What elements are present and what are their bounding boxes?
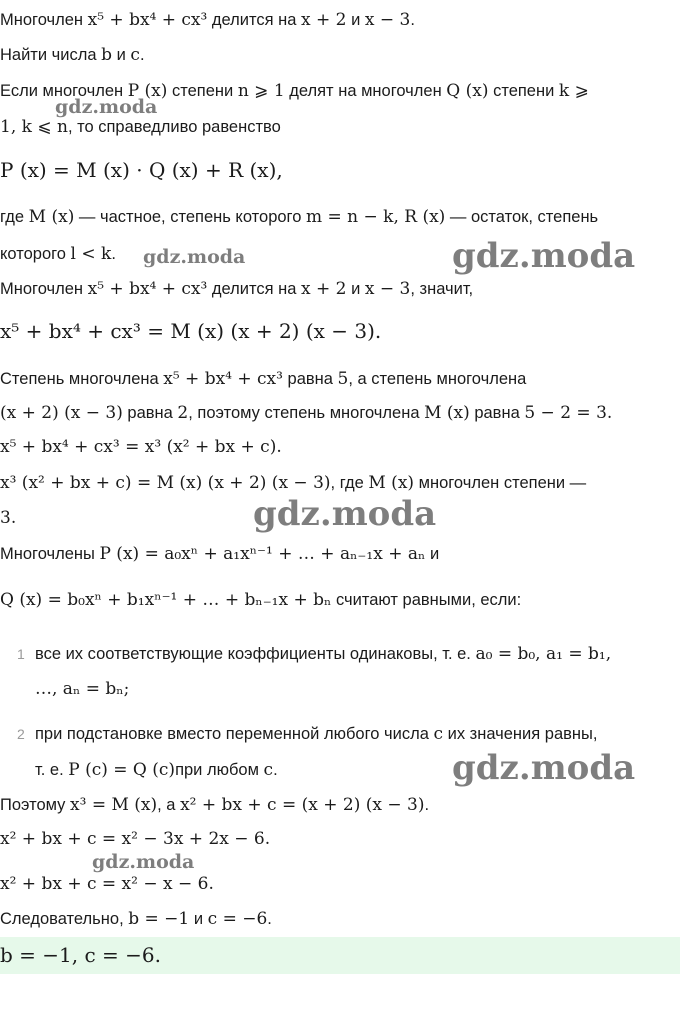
conclusion-equation-1 (0, 828, 680, 850)
formula: c (263, 760, 274, 780)
solution-line-4 (0, 472, 680, 494)
formula: x⁵ + bx⁴ + cx³ (87, 279, 208, 299)
text: , поэтому степень многочлена (188, 404, 425, 422)
answer-text: b = −1, c = −6. (0, 943, 161, 967)
conclusion-line-2 (0, 908, 680, 930)
text: их значения равны, (443, 725, 598, 743)
text: при подстановке вместо переменной любого числа (35, 725, 434, 743)
text: и (112, 46, 131, 64)
equality-definition-line-2 (0, 589, 680, 611)
problem-statement-line-2 (0, 44, 680, 66)
formula: (x + 2) (x − 3) (0, 403, 123, 423)
formula: x³ = M (x) (70, 795, 158, 815)
watermark: gdz.moda (55, 96, 158, 118)
formula: M (x) (368, 473, 415, 493)
text: которого (0, 245, 71, 263)
formula: P (c) = Q (c) (68, 760, 176, 780)
formula: x + 2 (301, 279, 347, 299)
formula: M (x) (28, 207, 75, 227)
formula: b = −1 (128, 909, 190, 929)
formula: Q (x) (446, 81, 489, 101)
text: многочлен степени — (414, 474, 587, 492)
formula: M (x) (424, 403, 470, 423)
text: Многочлены (0, 545, 100, 563)
formula: x − 3 (364, 279, 411, 299)
solution-equation-1 (0, 320, 680, 344)
text: все их соответствующие коэффициенты одинаковы, т. е. (35, 645, 476, 663)
text: — остаток, степень (445, 208, 599, 226)
formula: l < k (70, 244, 112, 264)
text: делится на (207, 11, 302, 29)
formula: P (x) (127, 81, 168, 101)
text: . (410, 11, 415, 29)
text: равна (469, 404, 525, 422)
text: и (346, 11, 365, 29)
watermark: gdz.moda (143, 246, 246, 268)
formula: n ⩾ 1 (237, 81, 285, 101)
text: . (139, 46, 145, 64)
formula: 3. (0, 508, 17, 528)
list-item-1-line-2 (35, 678, 680, 700)
division-identity (0, 159, 680, 183)
solution-line-2 (0, 368, 680, 390)
text: считают равными, если: (331, 591, 522, 609)
formula: x + 2 (301, 10, 347, 30)
text: Многочлен (0, 11, 88, 29)
text: т. е. (35, 761, 69, 779)
formula: …, aₙ = bₙ; (35, 679, 130, 699)
formula: x² + bx + c = x² − x − 6. (0, 874, 214, 894)
text: Степень многочлена (0, 370, 164, 388)
solution-line-1 (0, 278, 680, 300)
text: , а (157, 796, 181, 814)
formula: x² + bx + c = x² − 3x + 2x − 6. (0, 829, 271, 849)
text: и (425, 545, 440, 563)
problem-statement-line-1 (0, 9, 680, 31)
theory-line-2 (0, 116, 680, 138)
text: — частное, степень которого (74, 208, 306, 226)
text: Следовательно, (0, 910, 129, 928)
formula: P (x) = a₀xⁿ + a₁xⁿ⁻¹ + … + aₙ₋₁x + aₙ (99, 544, 426, 564)
solution-equation-2 (0, 436, 680, 458)
text: . (267, 910, 272, 928)
solution-line-3 (0, 402, 680, 424)
list-item-number: 1 (17, 646, 25, 662)
formula: 5 (337, 369, 349, 389)
formula: x² + bx + c = (x + 2) (x − 3) (180, 795, 425, 815)
formula: k ⩾ (558, 81, 589, 101)
text: и (346, 280, 365, 298)
text: . (111, 245, 116, 263)
text: делится на (207, 280, 302, 298)
conclusion-equation-2 (0, 873, 680, 895)
formula: x⁵ + bx⁴ + cx³ (87, 10, 208, 30)
answer-box (0, 937, 680, 974)
formula: x⁵ + bx⁴ + cx³ = M (x) (x + 2) (x − 3). (0, 319, 382, 343)
text: при любом (175, 761, 264, 779)
text: Поэтому (0, 796, 71, 814)
text: . (273, 761, 278, 779)
watermark: gdz.moda (452, 748, 636, 788)
formula: b (101, 45, 113, 65)
text: , значит, (410, 280, 474, 298)
formula: 2 (177, 403, 189, 423)
formula: x⁵ + bx⁴ + cx³ (163, 369, 283, 389)
text: степени (488, 82, 559, 100)
text: степени (167, 82, 238, 100)
text: и (189, 910, 208, 928)
list-item-number: 2 (17, 726, 25, 742)
formula: P (x) = M (x) · Q (x) + R (x), (0, 158, 283, 182)
text: где (0, 208, 29, 226)
text: равна (122, 404, 178, 422)
formula: x⁵ + bx⁴ + cx³ = x³ (x² + bx + c). (0, 437, 282, 457)
formula: x³ (x² + bx + c) = M (x) (x + 2) (x − 3) (0, 473, 331, 493)
text: делят на многочлен (284, 82, 447, 100)
list-item-2-line-1 (35, 723, 680, 745)
formula: c = −6 (207, 909, 268, 929)
formula: m = n − k, R (x) (305, 207, 446, 227)
watermark: gdz.moda (452, 236, 636, 276)
text: . (424, 796, 430, 814)
text: Многочлен (0, 280, 88, 298)
formula: c (130, 45, 140, 65)
text: , где (330, 474, 369, 492)
watermark: gdz.moda (92, 851, 195, 873)
conclusion-line-1 (0, 794, 680, 816)
text: , а степень многочлена (348, 370, 527, 388)
list-item-1-line-1 (35, 643, 680, 665)
text: равна (282, 370, 338, 388)
theory-line-3 (0, 206, 680, 228)
formula: 1, k ⩽ n (0, 117, 68, 137)
watermark: gdz.moda (253, 494, 437, 534)
text: , то справедливо равенство (67, 118, 281, 136)
formula: 5 − 2 = 3. (524, 403, 613, 423)
text: Найти числа (0, 46, 102, 64)
formula: a₀ = b₀, a₁ = b₁, (475, 644, 612, 664)
equality-definition-line-1 (0, 543, 680, 565)
formula: c (433, 724, 444, 744)
text: Если многочлен (0, 82, 128, 100)
formula: Q (x) = b₀xⁿ + b₁xⁿ⁻¹ + … + bₙ₋₁x + bₙ (0, 590, 332, 610)
formula: x − 3 (364, 10, 411, 30)
